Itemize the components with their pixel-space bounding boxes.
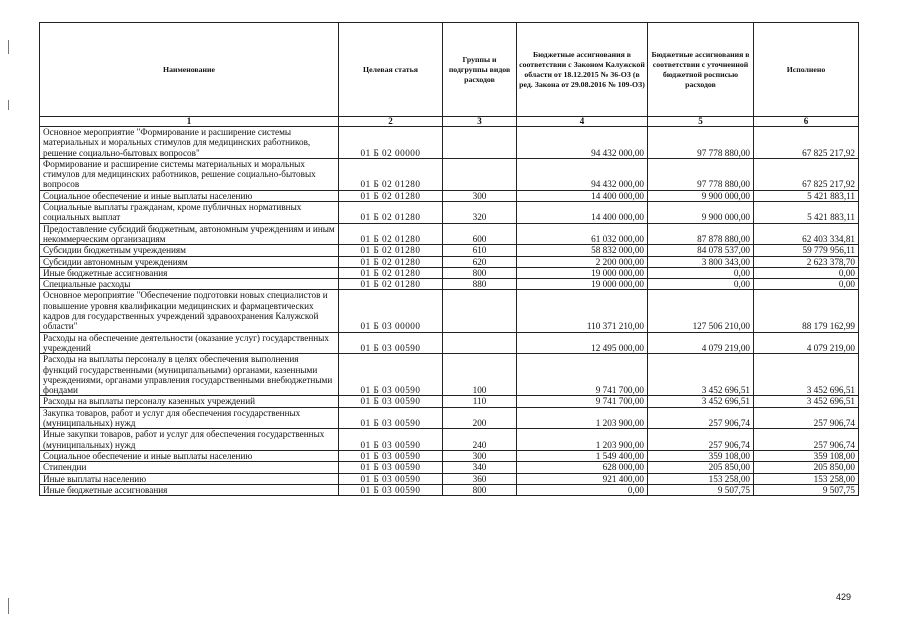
table-row <box>40 407 859 429</box>
row-expense-group: 620 <box>443 256 517 267</box>
column-number: 3 <box>443 117 517 127</box>
row-name: Основное мероприятие "Обеспечение подготовки новых специалистов и повышение уровня квалификации медицинских и фармацевтических кадров для государственных учреждений здравоохранения Калужской области" <box>40 290 339 332</box>
row-name: Расходы на обеспечение деятельности (оказание услуг) государственных учреждений <box>40 332 339 354</box>
row-law-allocation: 19 000 000,00 <box>517 267 648 278</box>
row-expense-group <box>443 332 517 354</box>
budget-table <box>39 22 859 496</box>
row-law-allocation: 94 432 000,00 <box>517 127 648 159</box>
row-target-article: 01 Б 03 00590 <box>339 450 443 461</box>
row-law-allocation: 58 832 000,00 <box>517 245 648 256</box>
row-expense-group: 340 <box>443 462 517 473</box>
table-row <box>40 332 859 354</box>
row-law-allocation: 2 200 000,00 <box>517 256 648 267</box>
row-executed: 67 825 217,92 <box>754 127 859 159</box>
row-refined-allocation: 9 900 000,00 <box>648 190 754 201</box>
table-row <box>40 256 859 267</box>
row-name: Субсидии бюджетным учреждениям <box>40 245 339 256</box>
row-expense-group: 300 <box>443 450 517 461</box>
row-target-article: 01 Б 02 01280 <box>339 190 443 201</box>
header-name: Наименование <box>40 23 339 117</box>
table-row <box>40 158 859 190</box>
row-executed: 359 108,00 <box>754 450 859 461</box>
row-executed: 5 421 883,11 <box>754 190 859 201</box>
row-name: Субсидии автономным учреждениям <box>40 256 339 267</box>
row-expense-group: 360 <box>443 473 517 484</box>
row-executed: 257 906,74 <box>754 429 859 451</box>
row-name: Предоставление субсидий бюджетным, автономным учреждениям и иным некоммерческим организациям <box>40 223 339 245</box>
row-expense-group <box>443 127 517 159</box>
table-row <box>40 202 859 224</box>
column-number-row <box>40 117 859 127</box>
row-executed: 67 825 217,92 <box>754 158 859 190</box>
table-row <box>40 223 859 245</box>
row-name: Расходы на выплаты персоналу в целях обеспечения выполнения функций государственными (муниципальными) органами, казенными учреждениями, органами управления государственными внебюджетными фондами <box>40 354 339 396</box>
row-target-article: 01 Б 03 00590 <box>339 473 443 484</box>
row-executed: 153 258,00 <box>754 473 859 484</box>
table-row <box>40 473 859 484</box>
row-refined-allocation: 3 800 343,00 <box>648 256 754 267</box>
row-refined-allocation: 9 900 000,00 <box>648 202 754 224</box>
row-target-article: 01 Б 03 00000 <box>339 290 443 332</box>
row-name: Закупка товаров, работ и услуг для обеспечения государственных (муниципальных) нужд <box>40 407 339 429</box>
row-executed: 88 179 162,99 <box>754 290 859 332</box>
row-law-allocation: 1 203 900,00 <box>517 429 648 451</box>
table-row <box>40 484 859 495</box>
row-target-article: 01 Б 03 00590 <box>339 407 443 429</box>
column-number: 2 <box>339 117 443 127</box>
header-law-allocations: Бюджетные ассигнования в соответствии с Законом Калужской области от 18.12.2015 № 36-ОЗ (в ред. Закона от 29.08.2016 № 109-ОЗ) <box>517 23 648 117</box>
row-name: Социальное обеспечение и иные выплаты населению <box>40 450 339 461</box>
row-expense-group: 320 <box>443 202 517 224</box>
row-target-article: 01 Б 02 01280 <box>339 245 443 256</box>
row-refined-allocation: 84 078 537,00 <box>648 245 754 256</box>
row-law-allocation: 9 741 700,00 <box>517 354 648 396</box>
row-name: Стипендии <box>40 462 339 473</box>
row-refined-allocation: 0,00 <box>648 267 754 278</box>
row-name: Иные бюджетные ассигнования <box>40 484 339 495</box>
row-executed: 2 623 378,70 <box>754 256 859 267</box>
row-target-article: 01 Б 03 00590 <box>339 462 443 473</box>
column-number: 5 <box>648 117 754 127</box>
row-executed: 62 403 334,81 <box>754 223 859 245</box>
row-refined-allocation: 9 507,75 <box>648 484 754 495</box>
row-target-article: 01 Б 02 01280 <box>339 158 443 190</box>
row-law-allocation: 628 000,00 <box>517 462 648 473</box>
row-refined-allocation: 4 079 219,00 <box>648 332 754 354</box>
column-number: 6 <box>754 117 859 127</box>
row-expense-group: 800 <box>443 484 517 495</box>
row-name: Формирование и расширение системы материальных и моральных стимулов для медицинских работников, решение социально-бытовых вопросов <box>40 158 339 190</box>
row-law-allocation: 0,00 <box>517 484 648 495</box>
row-target-article: 01 Б 02 00000 <box>339 127 443 159</box>
header-refined-allocations: Бюджетные ассигнования в соответствии с уточненной бюджетной росписью расходов <box>648 23 754 117</box>
row-executed: 9 507,75 <box>754 484 859 495</box>
row-name: Основное мероприятие "Формирование и расширение системы материальных и моральных стимулов для медицинских работников, решение социально-бытовых вопросов" <box>40 127 339 159</box>
row-law-allocation: 14 400 000,00 <box>517 202 648 224</box>
row-name: Иные выплаты населению <box>40 473 339 484</box>
row-target-article: 01 Б 02 01280 <box>339 202 443 224</box>
row-executed: 0,00 <box>754 267 859 278</box>
row-refined-allocation: 153 258,00 <box>648 473 754 484</box>
row-refined-allocation: 127 506 210,00 <box>648 290 754 332</box>
row-target-article: 01 Б 03 00590 <box>339 484 443 495</box>
header-target-article: Целевая статья <box>339 23 443 117</box>
row-target-article: 01 Б 03 00590 <box>339 332 443 354</box>
table-row <box>40 354 859 396</box>
row-refined-allocation: 87 878 880,00 <box>648 223 754 245</box>
table-row <box>40 290 859 332</box>
row-expense-group: 880 <box>443 279 517 290</box>
table-row <box>40 429 859 451</box>
row-name: Специальные расходы <box>40 279 339 290</box>
row-expense-group: 240 <box>443 429 517 451</box>
table-row <box>40 190 859 201</box>
table-row <box>40 450 859 461</box>
row-law-allocation: 1 203 900,00 <box>517 407 648 429</box>
row-name: Расходы на выплаты персоналу казенных учреждений <box>40 396 339 407</box>
binding-mark <box>8 100 9 110</box>
row-executed: 205 850,00 <box>754 462 859 473</box>
row-executed: 4 079 219,00 <box>754 332 859 354</box>
row-refined-allocation: 3 452 696,51 <box>648 396 754 407</box>
row-expense-group: 200 <box>443 407 517 429</box>
binding-mark <box>8 598 9 614</box>
row-executed: 59 779 956,11 <box>754 245 859 256</box>
row-refined-allocation: 359 108,00 <box>648 450 754 461</box>
row-executed: 5 421 883,11 <box>754 202 859 224</box>
row-expense-group <box>443 290 517 332</box>
row-target-article: 01 Б 03 00590 <box>339 396 443 407</box>
row-executed: 0,00 <box>754 279 859 290</box>
row-expense-group: 110 <box>443 396 517 407</box>
row-target-article: 01 Б 02 01280 <box>339 256 443 267</box>
row-name: Иные закупки товаров, работ и услуг для обеспечения государственных (муниципальных) нужд <box>40 429 339 451</box>
row-target-article: 01 Б 02 01280 <box>339 267 443 278</box>
table-header-row <box>40 23 859 117</box>
row-refined-allocation: 257 906,74 <box>648 429 754 451</box>
header-executed: Исполнено <box>754 23 859 117</box>
row-expense-group <box>443 158 517 190</box>
row-law-allocation: 19 000 000,00 <box>517 279 648 290</box>
row-expense-group: 610 <box>443 245 517 256</box>
row-refined-allocation: 0,00 <box>648 279 754 290</box>
column-number: 1 <box>40 117 339 127</box>
row-law-allocation: 94 432 000,00 <box>517 158 648 190</box>
row-law-allocation: 14 400 000,00 <box>517 190 648 201</box>
row-executed: 257 906,74 <box>754 407 859 429</box>
row-law-allocation: 9 741 700,00 <box>517 396 648 407</box>
row-target-article: 01 Б 02 01280 <box>339 279 443 290</box>
table-row <box>40 279 859 290</box>
row-refined-allocation: 205 850,00 <box>648 462 754 473</box>
row-refined-allocation: 257 906,74 <box>648 407 754 429</box>
row-target-article: 01 Б 03 00590 <box>339 429 443 451</box>
row-refined-allocation: 3 452 696,51 <box>648 354 754 396</box>
table-row <box>40 127 859 159</box>
row-law-allocation: 110 371 210,00 <box>517 290 648 332</box>
row-name: Социальные выплаты гражданам, кроме публичных нормативных социальных выплат <box>40 202 339 224</box>
row-name: Социальное обеспечение и иные выплаты населению <box>40 190 339 201</box>
column-number: 4 <box>517 117 648 127</box>
row-target-article: 01 Б 02 01280 <box>339 223 443 245</box>
row-executed: 3 452 696,51 <box>754 396 859 407</box>
table-row <box>40 245 859 256</box>
table-body <box>40 127 859 496</box>
row-expense-group: 300 <box>443 190 517 201</box>
row-law-allocation: 1 549 400,00 <box>517 450 648 461</box>
row-name: Иные бюджетные ассигнования <box>40 267 339 278</box>
row-refined-allocation: 97 778 880,00 <box>648 127 754 159</box>
row-refined-allocation: 97 778 880,00 <box>648 158 754 190</box>
row-expense-group: 100 <box>443 354 517 396</box>
row-expense-group: 600 <box>443 223 517 245</box>
row-law-allocation: 12 495 000,00 <box>517 332 648 354</box>
page-number: 429 <box>836 592 852 602</box>
row-expense-group: 800 <box>443 267 517 278</box>
row-law-allocation: 921 400,00 <box>517 473 648 484</box>
table-row <box>40 462 859 473</box>
row-law-allocation: 61 032 000,00 <box>517 223 648 245</box>
table-row <box>40 267 859 278</box>
header-expense-groups: Группы и подгруппы видов расходов <box>443 23 517 117</box>
binding-mark <box>8 40 9 54</box>
row-executed: 3 452 696,51 <box>754 354 859 396</box>
row-target-article: 01 Б 03 00590 <box>339 354 443 396</box>
table-row <box>40 396 859 407</box>
